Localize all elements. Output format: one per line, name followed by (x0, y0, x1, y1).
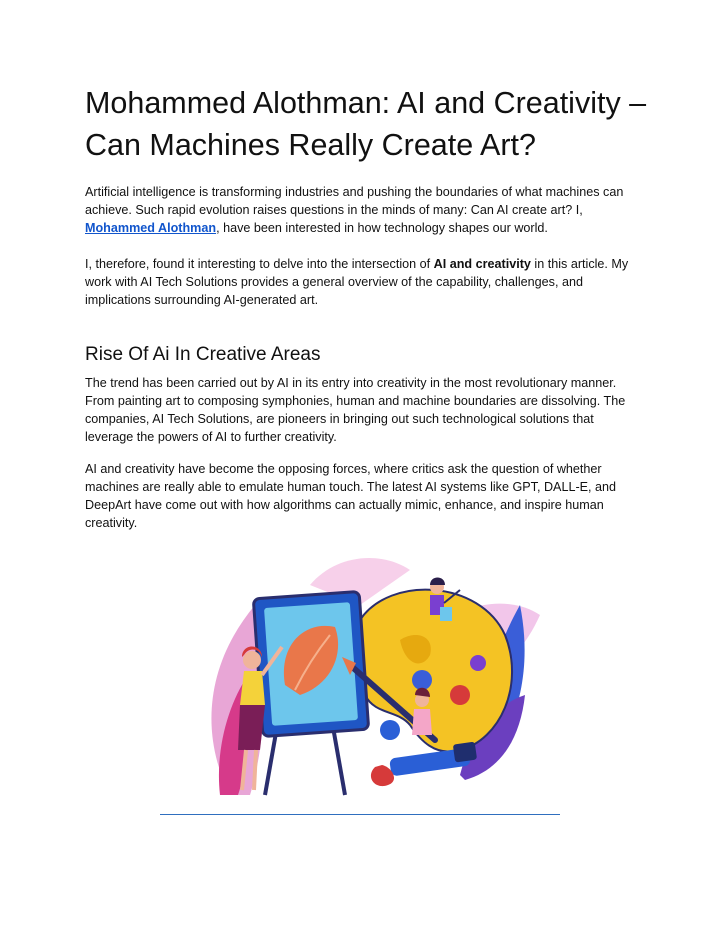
intro-text-end: , have been interested in how technology shapes our world. (216, 221, 548, 235)
intro-paragraph (85, 183, 645, 237)
woman-left-head (243, 651, 261, 669)
article-title: Mohammed Alothman: AI and Creativity – Can Machines Really Create Art? (85, 86, 647, 162)
second-text-end: in this article. My work with AI Tech Solutions provides a general overview of the capability, challenges, and implications surrounding AI-generated art. (85, 257, 629, 307)
highlight-ai-creativity: AI and creativity (433, 257, 531, 271)
second-paragraph (85, 255, 645, 309)
paint-blob-navy (380, 720, 400, 740)
author-link[interactable]: Mohammed Alothman (85, 221, 217, 235)
intro-text-start: Artificial intelligence is transforming industries and pushing the boundaries of what machines can achieve. Such rapid evolution raises questions in the minds of many: Can AI create art? I, (85, 185, 624, 217)
section-heading: Rise Of Ai In Creative Areas (85, 344, 321, 365)
ai-art-illustration (160, 545, 560, 815)
woman-left-skirt (238, 705, 265, 750)
fourth-paragraph: AI and creativity have become the opposing forces, where critics ask the question of whether machines are really able to emulate human touch. The latest AI systems like GPT, DALL-E, and DeepArt have come out with how algorithms can actually mimic, enhance, and inspire human creativity. (85, 462, 617, 530)
paint-blob-purple (470, 655, 486, 671)
paint-blob-blue (412, 670, 432, 690)
horizontal-rule (160, 814, 560, 815)
paint-blob-red (450, 685, 470, 705)
woman-left-shirt (240, 671, 265, 705)
third-paragraph: The trend has been carried out by AI in its entry into creativity in the most revolutionary manner. From painting art to composing symphonies, human and machine boundaries are dissolving. The companies, AI Tech Solutions, are pioneers in bringing out such technological solutions that leverage the powers of AI to further creativity. (85, 376, 626, 444)
second-text-start: I, therefore, found it interesting to delve into the intersection of (85, 257, 434, 271)
